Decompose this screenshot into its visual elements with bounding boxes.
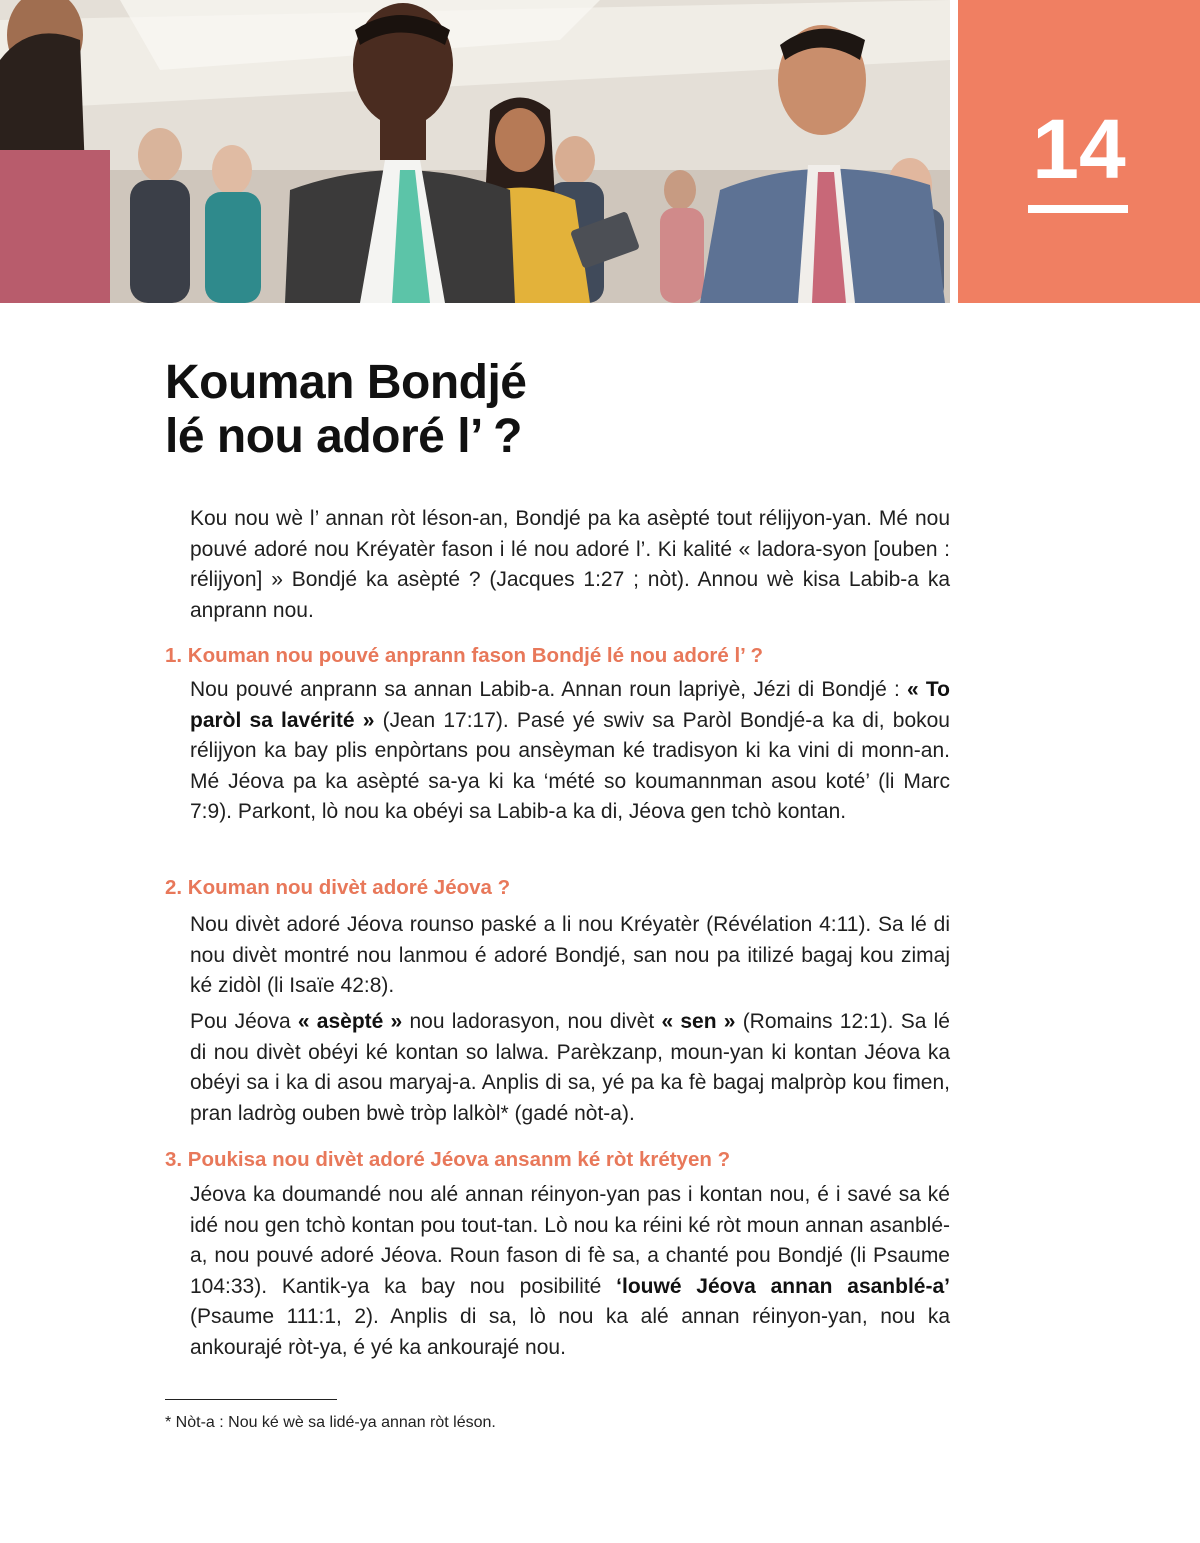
q2-text-a: Pou Jéova bbox=[190, 1010, 298, 1033]
lesson-title-line-1: Kouman Bondjé bbox=[165, 356, 527, 409]
lesson-number-box bbox=[958, 0, 1200, 303]
q2-text-b: nou ladorasyon, nou divèt bbox=[402, 1010, 662, 1033]
q1-text-b: (Jean 17:17). Pasé yé swiv sa Paròl Bondjé-a ka di, bokou rélijyon ka bay plis enpòrtans pou ansèyman ké tradisyon ki ka vini di monn-an. Mé Jéova pa ka asèpté sa-ya ki ka ‘mété so koumannman asou koté’ (li Marc 7:9). Parkont, lò nou ka obéyi sa Labib-a ka di, Jéova gen tchò kontan. bbox=[190, 708, 950, 823]
question-3-heading: 3. Poukisa nou divèt adoré Jéova ansanm ké ròt krétyen ? bbox=[165, 1148, 731, 1171]
question-2-heading: 2. Kouman nou divèt adoré Jéova ? bbox=[165, 876, 511, 899]
question-3-paragraph bbox=[190, 1180, 950, 1363]
question-1-paragraph bbox=[190, 675, 950, 828]
footnote: * Nòt-a : Nou ké wè sa lidé-ya annan ròt léson. bbox=[165, 1414, 496, 1431]
q3-text-b: (Psaume 111:1, 2). Anplis di sa, lò nou ka alé annan réinyon-yan, nou ka ankourajé ròt-ya, é yé ka ankourajé nou. bbox=[190, 1305, 950, 1359]
lesson-title-line-2: lé nou adoré l’ ? bbox=[165, 410, 522, 463]
q2-bold-sen: « sen » bbox=[661, 1010, 736, 1033]
q2-text-c: (Romains 12:1). Sa lé di nou divèt obéyi ké kontan so lalwa. Parèkzanp, moun-yan ki kontan Jéova ka obéyi sa i ka di asou maryaj-a. Anplis di sa, yé pa ka fè bagaj malpròp kou fimen, pran ladròg ouben bwè tròp lalkòl* (gadé nòt-a). bbox=[190, 1010, 950, 1125]
q1-scripture-quote: « To paròl sa lavérité » bbox=[190, 678, 950, 732]
header-photo-congregation-singing bbox=[0, 0, 950, 303]
q2-bold-asepte: « asèpté » bbox=[297, 1010, 403, 1033]
footnote-divider bbox=[165, 1399, 337, 1400]
q1-text-a: Nou pouvé anprann sa annan Labib-a. Annan roun lapriyè, Jézi di Bondjé : bbox=[190, 678, 908, 701]
q3-text-a: Jéova ka doumandé nou alé annan réinyon-yan pas i kontan nou, é i savé sa ké idé nou gen tchò kontan pou tout-tan. Lò nou ka réini ké ròt moun annan asanblé-a, nou pouvé adoré Jéova. Roun fason di fè sa, a chanté pou Bondjé (li Psaume 104:33). Kantik-ya ka bay nou posibilité bbox=[190, 1183, 950, 1298]
q3-scripture-quote: ‘louwé Jéova annan asanblé-a’ bbox=[616, 1274, 950, 1298]
lesson-title bbox=[165, 356, 527, 464]
question-2-paragraph-2 bbox=[190, 1007, 950, 1129]
congregation-illustration bbox=[0, 0, 950, 303]
question-1-heading: 1. Kouman nou pouvé anprann fason Bondjé lé nou adoré l’ ? bbox=[165, 644, 763, 667]
lesson-number: 14 bbox=[1032, 102, 1126, 196]
lesson-number-underline bbox=[1028, 205, 1128, 213]
question-2-paragraph-1: Nou divèt adoré Jéova rounso paské a li nou Kréyatèr (Révélation 4:11). Sa lé di nou divèt montré nou lanmou é adoré Bondjé, san nou pa itilizé bagaj kou zimaj ké zidòl (li Isaïe 42:8). bbox=[190, 913, 950, 997]
intro-paragraph: Kou nou wè l’ annan ròt léson-an, Bondjé pa ka asèpté tout rélijyon-yan. Mé nou pouvé adoré nou Kréyatèr fason i lé nou adoré l’. Ki kalité « ladora-syon [ouben : rélijyon] » Bondjé ka asèpté ? (Jacques 1:27 ; nòt). Annou wè kisa Labib-a ka anprann nou. bbox=[190, 507, 950, 622]
